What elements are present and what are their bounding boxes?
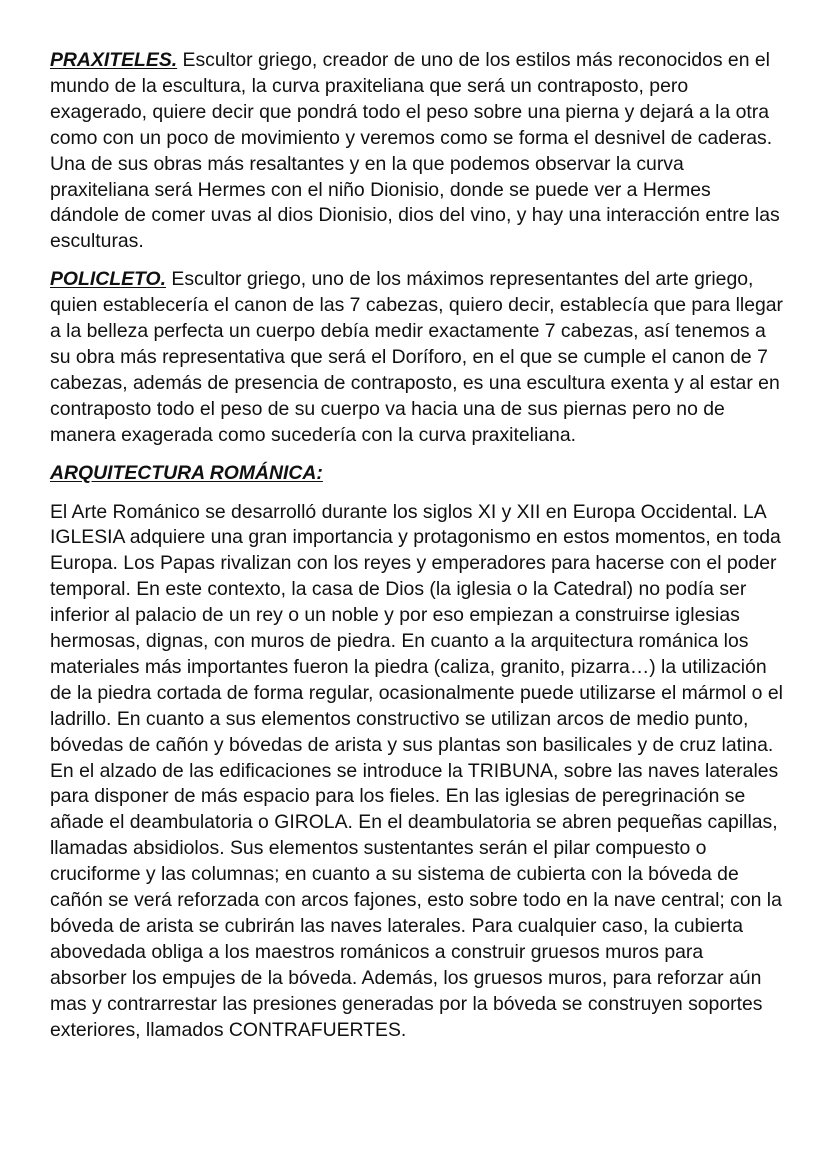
heading-praxiteles: PRAXITELES. — [50, 49, 178, 71]
paragraph-policleto — [50, 267, 785, 448]
paragraph-praxiteles — [50, 48, 785, 255]
text-praxiteles: Escultor griego, creador de uno de los estilos más reconocidos en el mundo de la escultura, la curva praxiteliana que será un contraposto, pero exagerado, quiere decir que pondrá todo el peso sobre una pierna y dejará a la otra como con un poco de movimiento y veremos como se forma el desnivel de caderas. Una de sus obras más resaltantes y en la que podemos observar la curva praxiteliana será Hermes con el niño Dionisio, donde se puede ver a Hermes dándole de comer uvas al dios Dionisio, dios del vino, y hay una interacción entre las esculturas. — [50, 49, 780, 253]
heading-arquitectura-romanica: ARQUITECTURA ROMÁNICA: — [50, 461, 323, 484]
document-page — [50, 48, 785, 1056]
text-policleto: Escultor griego, uno de los máximos representantes del arte griego, quien establecería el canon de las 7 cabezas, quiero decir, establecía que para llegar a la belleza perfecta un cuerpo debía medir exactamente 7 cabezas, así tenemos a su obra más representativa que será el Doríforo, en el que se cumple el canon de 7 cabezas, además de presencia de contraposto, es una escultura exenta y al estar en contraposto todo el peso de su cuerpo va hacia una de sus piernas pero no de manera exagerada como sucedería con la curva praxiteliana. — [50, 268, 784, 446]
paragraph-arquitectura-romanica: El Arte Románico se desarrolló durante los siglos XI y XII en Europa Occidental. LA IGLESIA adquiere una gran importancia y protagonismo en estos momentos, en toda Europa. Los Papas rivalizan con los reyes y emperadores para hacerse con el poder temporal. En este contexto, la casa de Dios (la iglesia o la Catedral) no podía ser inferior al palacio de un rey o un noble y por eso empiezan a construirse iglesias hermosas, dignas, con muros de piedra. En cuanto a la arquitectura románica los materiales más importantes fueron la piedra (caliza, granito, pizarra…) la utilización de la piedra cortada de forma regular, ocasionalmente puede utilizarse el mármol o el ladrillo. En cuanto a sus elementos constructivo se utilizan arcos de medio punto, bóvedas de cañón y bóvedas de arista y sus plantas son basilicales y de cruz latina. En el alzado de las edificaciones se introduce la TRIBUNA, sobre las naves laterales para disponer de más espacio para los fieles. En las iglesias de peregrinación se añade el deambulatoria o GIROLA. En el deambulatoria se abren pequeñas capillas, llamadas absidiolos. Sus elementos sustentantes serán el pilar compuesto o cruciforme y las columnas; en cuanto a su sistema de cubierta con la bóveda de cañón se verá reforzada con arcos fajones, esto sobre todo en la nave central; con la bóveda de arista se cubrirán las naves laterales. Para cualquier caso, la cubierta abovedada obliga a los maestros románicos a construir gruesos muros para absorber los empujes de la bóveda. Además, los gruesos muros, para reforzar aún mas y contrarrestar las presiones generadas por la bóveda se construyen soportes exteriores, llamados CONTRAFUERTES. — [50, 500, 783, 1041]
heading-policleto: POLICLETO. — [50, 268, 166, 291]
